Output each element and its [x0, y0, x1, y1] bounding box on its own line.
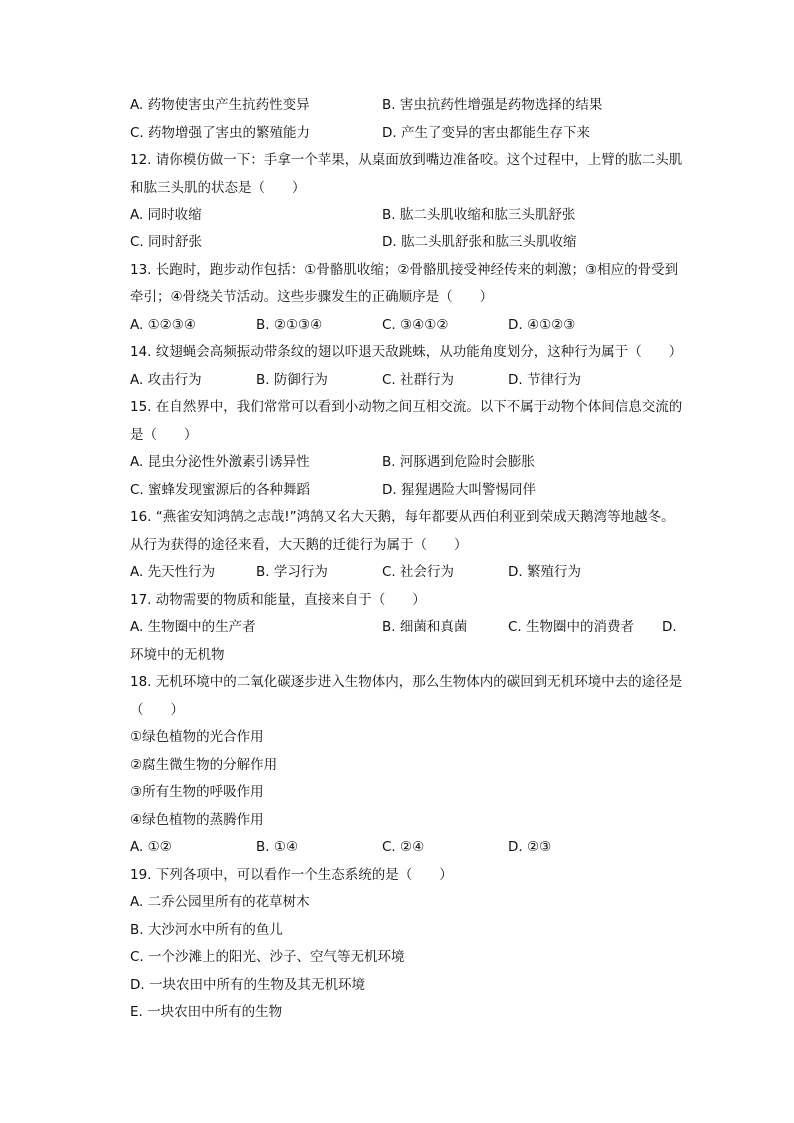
q11-option-a: A. 药物使害虫产生抗药性变异: [130, 97, 310, 113]
q19-option-e: E. 一块农田中所有的生物: [130, 1004, 283, 1020]
q16-stem-line2: 从行为获得的途径来看，大天鹅的迁徙行为属于（ ）: [130, 537, 468, 553]
q17-option-c: C. 生物圈中的消费者: [508, 619, 635, 635]
q11-option-b: B. 害虫抗药性增强是药物选择的结果: [382, 97, 603, 113]
q15-options-row1: [130, 453, 710, 475]
q15-stem-line2: 是（ ）: [130, 427, 198, 443]
q14-option-d: D. 节律行为: [508, 372, 581, 388]
q13-option-b: B. ②①③④: [256, 317, 323, 333]
q12-stem-line2: 和肱三头肌的状态是（ ）: [130, 180, 306, 196]
q16-stem-line1: 16. “燕雀安知鸿鹄之志哉!”鸿鹄又名大天鹅，每年都要从西伯利亚到荣成天鹅湾等地越冬。: [130, 509, 675, 525]
q18-item-1: ①绿色植物的光合作用: [130, 729, 264, 745]
q12-option-b: B. 肱二头肌收缩和肱三头肌舒张: [382, 207, 576, 223]
q14-options: [130, 371, 710, 393]
q12-option-c: C. 同时舒张: [130, 234, 203, 250]
q18-item-3: ③所有生物的呼吸作用: [130, 784, 264, 800]
q16-option-a: A. 先天性行为: [130, 564, 216, 580]
q15-option-d: D. 猩猩遇险大叫警惕同伴: [382, 482, 536, 498]
q14-option-c: C. 社群行为: [382, 372, 455, 388]
q17-option-a: A. 生物圈中的生产者: [130, 619, 256, 635]
q12-options-row2: [130, 233, 710, 255]
q15-stem-line1: 15. 在自然界中，我们常常可以看到小动物之间互相交流。以下不属于动物个体间信息交流的: [130, 399, 683, 415]
q17-option-d: D.: [662, 619, 677, 635]
q15-option-b: B. 河豚遇到危险时会膨胀: [382, 454, 535, 470]
q15-option-a: A. 昆虫分泌性外激素引诱异性: [130, 454, 310, 470]
q16-options: [130, 563, 710, 585]
q13-stem-line1: 13. 长跑时，跑步动作包括：①骨骼肌收缩；②骨骼肌接受神经传来的刺激；③相应的骨受到: [130, 262, 679, 278]
q13-option-a: A. ①②③④: [130, 317, 196, 333]
q11-option-c: C. 药物增强了害虫的繁殖能力: [130, 125, 311, 141]
q18-option-c: C. ②④: [382, 839, 425, 855]
q18-options: [130, 838, 710, 860]
q15-options-row2: [130, 481, 710, 503]
q14-stem-line1: 14. 纹翅蝇会高频振动带条纹的翅以吓退天敌跳蛛，从功能角度划分，这种行为属于（ ）: [130, 344, 683, 360]
q18-item-4: ④绿色植物的蒸腾作用: [130, 812, 264, 828]
q16-option-c: C. 社会行为: [382, 564, 455, 580]
q11-options-row2: [130, 124, 710, 146]
q16-option-b: B. 学习行为: [256, 564, 328, 580]
q14-option-a: A. 攻击行为: [130, 372, 202, 388]
q18-item-2: ②腐生微生物的分解作用: [130, 757, 278, 773]
q18-option-b: B. ①④: [256, 839, 299, 855]
q17-options: [130, 618, 710, 640]
q13-stem-line2: 牵引；④骨绕关节活动。这些步骤发生的正确顺序是（ ）: [130, 289, 494, 305]
q17-option-b: B. 细菌和真菌: [382, 619, 468, 635]
q17-option-d-wrap: 环境中的无机物: [130, 647, 225, 663]
q14-option-b: B. 防御行为: [256, 372, 328, 388]
q11-option-d: D. 产生了变异的害虫都能生存下来: [382, 125, 590, 141]
q19-option-a: A. 二乔公园里所有的花草树木: [130, 894, 310, 910]
q13-options: [130, 316, 710, 338]
q18-stem-line1: 18. 无机环境中的二氧化碳逐步进入生物体内，那么生物体内的碳回到无机环境中去的途径是: [130, 674, 683, 690]
q12-stem-line1: 12. 请你模仿做一下：手拿一个苹果，从桌面放到嘴边准备咬。这个过程中，上臂的肱二头肌: [130, 152, 683, 168]
q12-option-a: A. 同时收缩: [130, 207, 202, 223]
q15-option-c: C. 蜜蜂发现蜜源后的各种舞蹈: [130, 482, 311, 498]
q19-stem-line1: 19. 下列各项中，可以看作一个生态系统的是（ ）: [130, 867, 453, 883]
q13-option-d: D. ④①②③: [508, 317, 576, 333]
q12-option-d: D. 肱二头肌舒张和肱三头肌收缩: [382, 234, 577, 250]
q18-stem-line2: （ ）: [130, 702, 184, 718]
q18-option-d: D. ②③: [508, 839, 552, 855]
q16-option-d: D. 繁殖行为: [508, 564, 581, 580]
q18-option-a: A. ①②: [130, 839, 172, 855]
q17-stem-line1: 17. 动物需要的物质和能量，直接来自于（ ）: [130, 592, 426, 608]
q13-option-c: C. ③④①②: [382, 317, 449, 333]
q19-option-c: C. 一个沙滩上的阳光、沙子、空气等无机环境: [130, 949, 405, 965]
q19-option-d: D. 一块农田中所有的生物及其无机环境: [130, 977, 365, 993]
q11-options-row1: [130, 96, 710, 118]
q12-options-row1: [130, 206, 710, 228]
q19-option-b: B. 大沙河水中所有的鱼儿: [130, 922, 283, 938]
